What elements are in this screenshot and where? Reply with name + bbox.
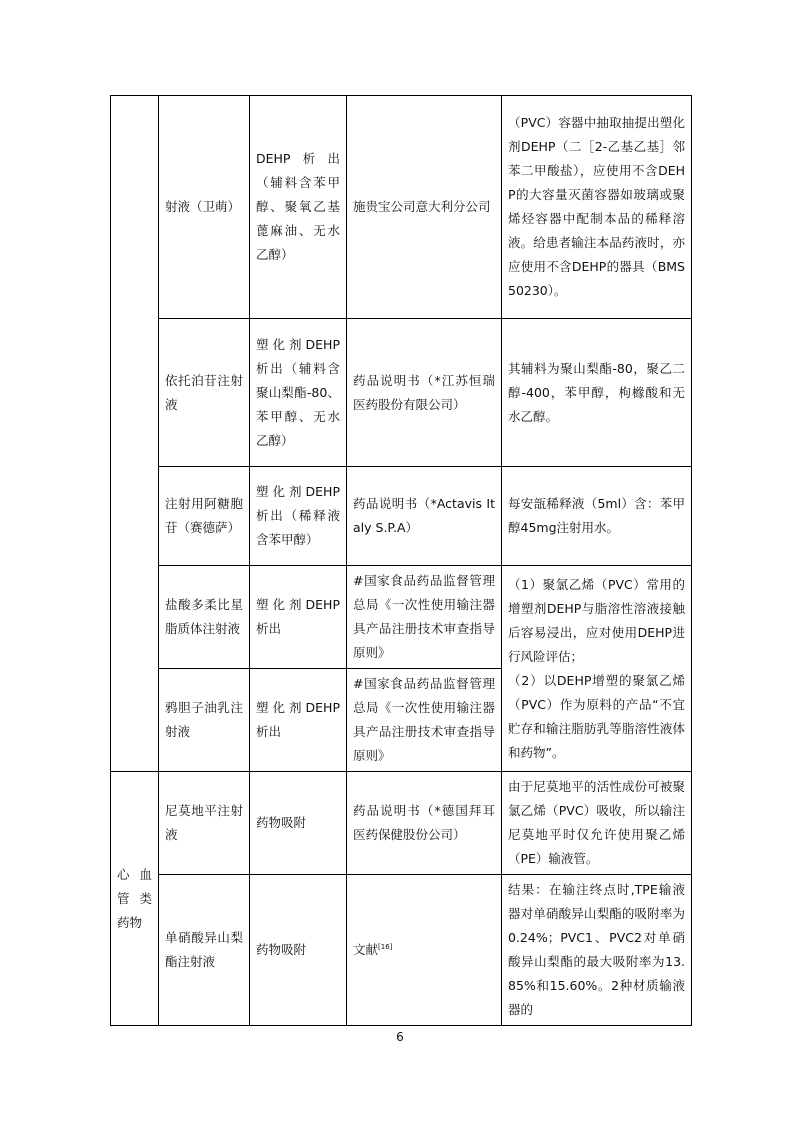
risk-cell: 塑化剂DEHP析出（辅料含聚山梨酯-80、苯甲醇、无水乙醇）	[250, 319, 347, 467]
drug-name-cell: 尼莫地平注射液	[159, 772, 250, 875]
source-cell: 施贵宝公司意大利分公司	[347, 96, 502, 319]
category-cell-prev	[111, 96, 159, 772]
risk-cell: 塑化剂DEHP析出	[250, 566, 347, 669]
note-line: （2）以DEHP增塑的聚氯乙烯（PVC）作为原料的产品“不宜贮存和输注脂肪乳等脂溶性液体和药物”。	[508, 672, 685, 760]
source-cell: 药品说明书（*德国拜耳医药保健股份公司）	[347, 772, 502, 875]
table-row	[111, 772, 692, 875]
note-cell: 每安瓿稀释液（5ml）含：苯甲醇45mg注射用水。	[502, 467, 692, 566]
note-cell: 由于尼莫地平的活性成份可被聚氯乙烯（PVC）吸收，所以输注尼莫地平时仅允许使用聚乙烯（PE）输液管。	[502, 772, 692, 875]
source-cell	[347, 875, 502, 1026]
note-cell: （PVC）容器中抽取抽提出塑化剂DEHP（二［2-乙基乙基］邻苯二甲酸盐），应使用不含DEHP的大容量灭菌容器如玻璃或聚烯烃容器中配制本品的稀释溶液。给患者输注本品药液时，亦应使用不含DEHP的器具（BMS50230）。	[502, 96, 692, 319]
drug-name-cell: 单硝酸异山梨酯注射液	[159, 875, 250, 1026]
risk-cell: DEHP析出（辅料含苯甲醇、聚氧乙基蓖麻油、无水乙醇）	[250, 96, 347, 319]
source-cell: 药品说明书（*江苏恒瑞医药股份有限公司）	[347, 319, 502, 467]
drug-name-cell: 射液（卫萌）	[159, 96, 250, 319]
note-cell: 其辅料为聚山梨酯-80，聚乙二醇-400，苯甲醇，枸橼酸和无水乙醇。	[502, 319, 692, 467]
table-row	[111, 566, 692, 669]
page-number: 6	[396, 1030, 404, 1044]
table-row	[111, 875, 692, 1026]
source-cell: #国家食品药品监督管理总局《一次性使用输注器具产品注册技术审查指导原则》	[347, 566, 502, 669]
source-cell: 药品说明书（*Actavis Italy S.P.A）	[347, 467, 502, 566]
risk-cell: 药物吸附	[250, 772, 347, 875]
table-row	[111, 319, 692, 467]
citation-ref: [16]	[378, 942, 393, 951]
note-cell	[502, 566, 692, 772]
drug-name-cell: 鸦胆子油乳注射液	[159, 669, 250, 772]
category-cell: 心血管类药物	[111, 772, 159, 1026]
risk-cell: 药物吸附	[250, 875, 347, 1026]
drug-name-cell: 注射用阿糖胞苷（赛德萨）	[159, 467, 250, 566]
risk-cell: 塑化剂DEHP析出（稀释液含苯甲醇）	[250, 467, 347, 566]
drug-name-cell: 盐酸多柔比星脂质体注射液	[159, 566, 250, 669]
table-row	[111, 467, 692, 566]
table-row	[111, 96, 692, 319]
risk-cell: 塑化剂DEHP析出	[250, 669, 347, 772]
source-text: 文献	[353, 942, 379, 957]
source-cell: #国家食品药品监督管理总局《一次性使用输注器具产品注册技术审查指导原则》	[347, 669, 502, 772]
drug-name-cell: 依托泊苷注射液	[159, 319, 250, 467]
note-line: （1）聚氯乙烯（PVC）常用的增塑剂DEHP与脂溶性溶液接触后容易浸出，应对使用DEHP进行风险评估；	[508, 576, 685, 664]
drug-table	[110, 95, 692, 1026]
note-cell: 结果：在输注终点时,TPE输液器对单硝酸异山梨酯的吸附率为0.24%；PVC1、PVC2对单硝酸异山梨酯的最大吸附率为13.85%和15.60%。2种材质输液器的	[502, 875, 692, 1026]
